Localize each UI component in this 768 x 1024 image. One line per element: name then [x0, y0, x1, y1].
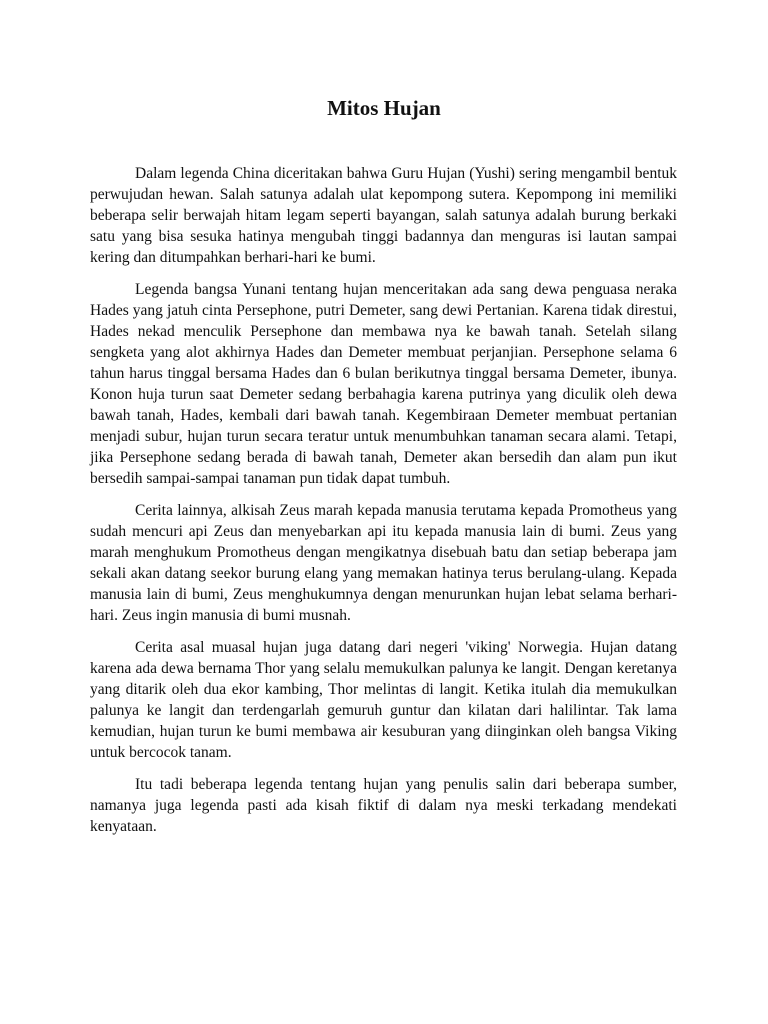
- paragraph-viking-legend: Cerita asal muasal hujan juga datang dari negeri 'viking' Norwegia. Hujan datang karena ada dewa bernama Thor yang selalu memukulkan palunya ke langit. Dengan keretanya yang ditarik oleh dua ekor kambing, Thor melintas di langit. Ketika itulah dia memukulkan palunya ke langit dan terdengarlah gemuruh guntur dan kilatan dari halilintar. Tak lama kemudian, hujan turun ke bumi membawa air kesuburan yang diinginkan oleh bangsa Viking untuk bercocok tanam.: [90, 639, 677, 761]
- paragraph-china-legend: Dalam legenda China diceritakan bahwa Guru Hujan (Yushi) sering mengambil bentuk perwujudan hewan. Salah satunya adalah ulat kepompong sutera. Kepompong ini memiliki beberapa selir berwajah hitam legam seperti bayangan, salah satunya adalah burung berkaki satu yang bisa sesuka hatinya mengubah tinggi badannya dan menguras isi lautan sampai kering dan ditumpahkan berhari-hari ke bumi.: [90, 165, 677, 266]
- document-title: Mitos Hujan: [327, 96, 441, 120]
- paragraph-greek-legend: Legenda bangsa Yunani tentang hujan menceritakan ada sang dewa penguasa neraka Hades yang jatuh cinta Persephone, putri Demeter, sang dewi Pertanian. Karena tidak direstui, Hades nekad menculik Persephone dan membawa nya ke bawah tanah. Setelah silang sengketa yang alot akhirnya Hades dan Demeter membuat perjanjian. Persephone selama 6 tahun harus tinggal bersama Hades dan 6 bulan berikutnya tinggal bersama Demeter, ibunya. Konon huja turun saat Demeter sedang berbahagia karena putrinya yang diculik oleh dewa bawah tanah, Hades, kembali dari bawah tanah. Kegembiraan Demeter membuat pertanian menjadi subur, hujan turun secara teratur untuk menumbuhkan tanaman secara alami. Tetapi, jika Persephone sedang berada di bawah tanah, Demeter akan bersedih dan alam pun ikut bersedih sampai-sampai tanaman pun tidak dapat tumbuh.: [90, 281, 677, 487]
- document-body: [90, 163, 677, 848]
- paragraph-closing: Itu tadi beberapa legenda tentang hujan yang penulis salin dari beberapa sumber, namanya juga legenda pasti ada kisah fiktif di dalam nya meski terkadang mendekati kenyataan.: [90, 776, 677, 835]
- paragraph-zeus-legend: Cerita lainnya, alkisah Zeus marah kepada manusia terutama kepada Promotheus yang sudah mencuri api Zeus dan menyebarkan api itu kepada manusia lain di bumi. Zeus yang marah menghukum Promotheus dengan mengikatnya disebuah batu dan setiap beberapa jam sekali akan datang seekor burung elang yang memakan hatinya terus berulang-ulang. Kepada manusia lain di bumi, Zeus menghukumnya dengan menurunkan hujan lebat selama berhari-hari. Zeus ingin manusia di bumi musnah.: [90, 502, 677, 624]
